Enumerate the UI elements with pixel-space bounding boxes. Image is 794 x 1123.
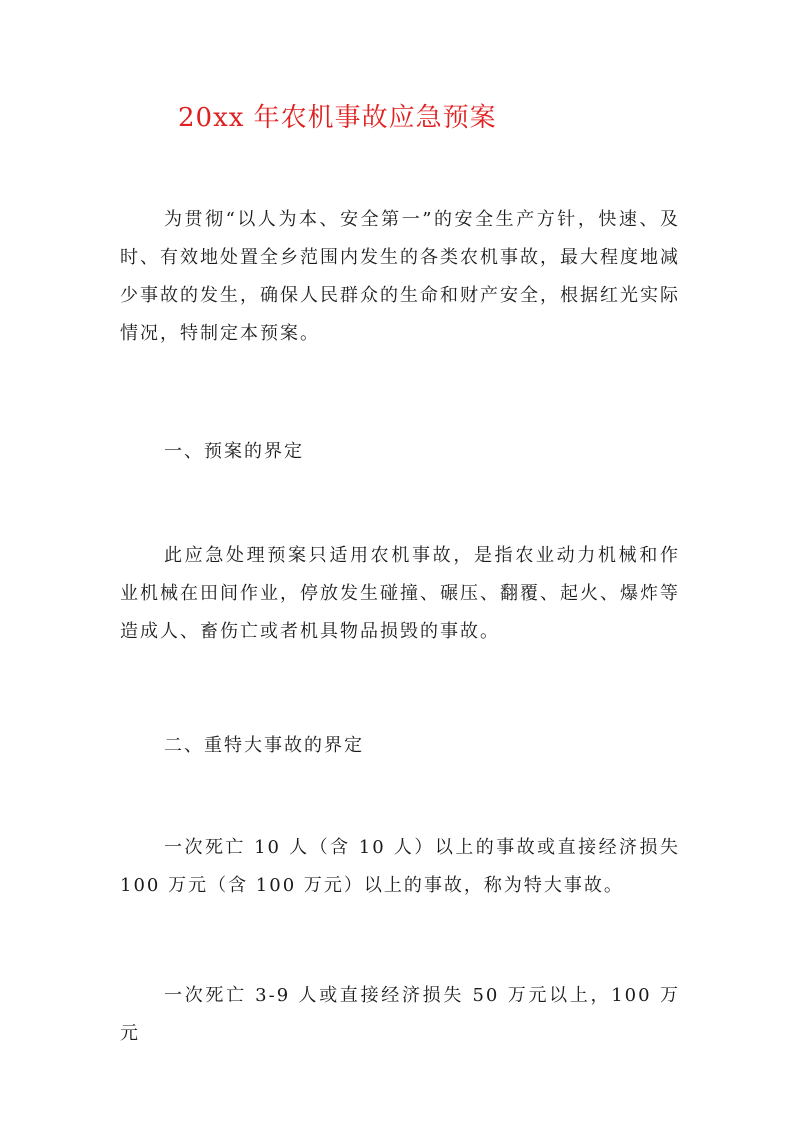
section-2-paragraph-2: 一次死亡 3-9 人或直接经济损失 50 万元以上，100 万元 <box>120 985 680 1044</box>
section-1-body: 此应急处理预案只适用农机事故，是指农业动力机械和作业机械在田间作业，停放发生碰撞、碾压、翻覆、起火、爆炸等造成人、畜伤亡或者机具物品损毁的事故。 <box>120 545 680 642</box>
document-title: 20xx 年农机事故应急预案 <box>178 103 497 133</box>
section-2-heading: 二、重特大事故的界定 <box>164 735 364 756</box>
intro-paragraph: 为贯彻“以人为本、安全第一”的安全生产方针，快速、及时、有效地处置全乡范围内发生的各类农机事故，最大程度地减少事故的发生，确保人民群众的生命和财产安全，根据红光实际情况，特制定本预案。 <box>120 209 680 344</box>
section-1-heading: 一、预案的界定 <box>164 441 304 462</box>
section-2-paragraph-1: 一次死亡 10 人（含 10 人）以上的事故或直接经济损失 100 万元（含 100 万元）以上的事故，称为特大事故。 <box>120 837 680 896</box>
